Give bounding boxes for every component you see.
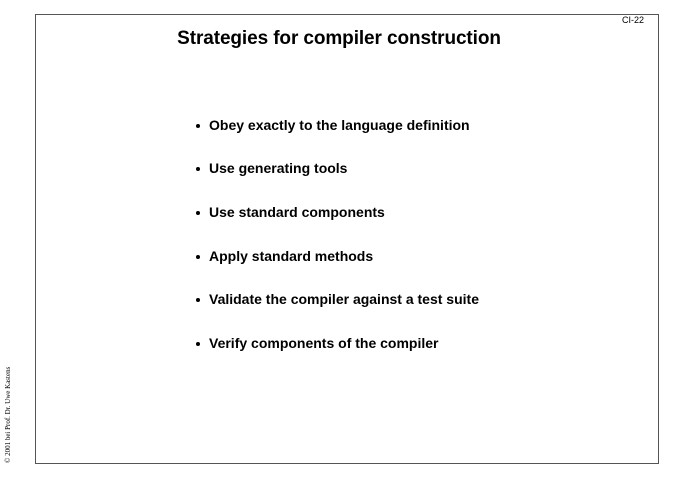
bullet-item <box>196 103 479 147</box>
copyright-notice: © 2001 bei Prof. Dr. Uwe Kastens <box>4 366 12 463</box>
bullet-text: Use generating tools <box>209 160 348 177</box>
bullet-text: Obey exactly to the language definition <box>209 116 470 133</box>
slide-number: CI-22 <box>621 15 644 25</box>
bullet-dot-icon <box>196 211 200 215</box>
bullet-dot-icon <box>196 298 200 302</box>
bullet-text: Validate the compiler against a test suite <box>209 291 479 308</box>
bullet-item <box>196 277 479 321</box>
bullet-item <box>196 234 479 278</box>
bullet-item <box>196 190 479 234</box>
bullet-text: Apply standard methods <box>209 247 374 264</box>
bullet-dot-icon <box>196 124 200 128</box>
slide-title: Strategies for compiler construction <box>177 28 501 49</box>
bullet-dot-icon <box>196 255 200 259</box>
bullet-item <box>196 147 479 191</box>
bullet-dot-icon <box>196 167 200 171</box>
bullet-list <box>196 103 479 365</box>
bullet-text: Verify components of the compiler <box>209 334 439 351</box>
bullet-text: Use standard components <box>209 203 385 220</box>
bullet-dot-icon <box>196 342 200 346</box>
bullet-item <box>196 321 479 365</box>
